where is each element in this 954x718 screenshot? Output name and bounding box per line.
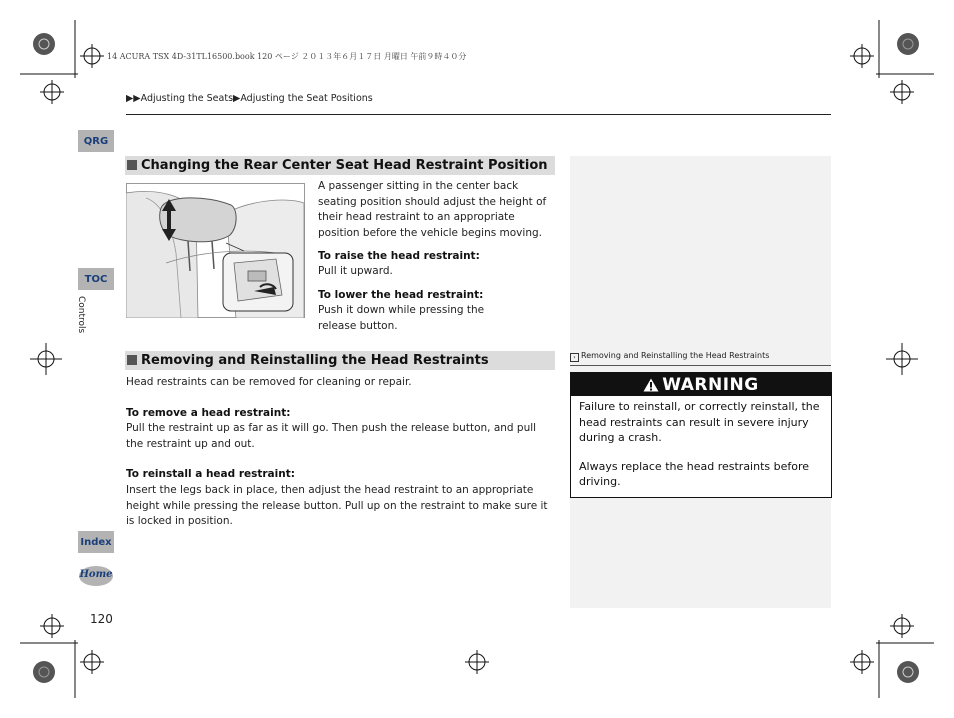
section-title: Removing and Reinstalling the Head Restraints	[141, 353, 489, 368]
page-number: 120	[90, 612, 113, 626]
qrg-button[interactable]	[78, 130, 114, 152]
warning-box	[570, 372, 832, 498]
section-side-label: Controls	[76, 296, 86, 334]
raise-text: Pull it upward.	[318, 265, 393, 277]
warning-triangle-icon	[643, 378, 659, 392]
warning-paragraph-1: Failure to reinstall, or correctly reinstall, the head restraints can result in severe injury during a crash.	[579, 400, 820, 444]
breadcrumb-separator: ▶	[233, 93, 241, 104]
section-square-icon	[127, 160, 137, 170]
section-heading-rear-center	[125, 156, 555, 175]
head-restraint-illustration	[126, 183, 305, 318]
breadcrumb-arrows: ▶▶	[126, 93, 141, 104]
home-button[interactable]	[78, 565, 114, 587]
note-ref-text: Removing and Reinstalling the Head Restraints	[581, 351, 770, 360]
reinstall-text: Insert the legs back in place, then adjust the head restraint to an appropriate height while pressing the release button. Pull up on the restraint to make sure it is locked in position.	[126, 484, 548, 527]
breadcrumb-link-seats[interactable]: Adjusting the Seats	[140, 93, 234, 104]
toc-button[interactable]	[78, 268, 114, 290]
section-square-icon	[127, 355, 137, 365]
breadcrumb-current: Adjusting the Seat Positions	[240, 93, 373, 104]
lower-label: To lower the head restraint:	[318, 289, 484, 301]
note-ref-icon: ›	[570, 353, 579, 362]
index-button[interactable]	[78, 531, 114, 553]
section1-intro: A passenger sitting in the center back seating position should adjust the height of their head restraint to an appropriate position before the vehicle begins moving.	[318, 180, 547, 239]
header-rule	[126, 114, 831, 115]
remove-label: To remove a head restraint:	[126, 407, 291, 419]
breadcrumb	[126, 93, 373, 104]
section-heading-remove-reinstall	[125, 351, 555, 370]
warning-title: WARNING	[662, 374, 759, 395]
printer-line: 14 ACURA TSX 4D-31TL16500.book 120 ページ ２０１３年６月１７日 月曜日 午前９時４０分	[107, 52, 467, 61]
lower-text: Push it down while pressing the release button.	[318, 304, 485, 332]
warning-paragraph-2: Always replace the head restraints before driving.	[579, 459, 810, 488]
index-label: Index	[80, 536, 112, 548]
remove-text: Pull the restraint up as far as it will go. Then push the release button, and pull the restraint up and out.	[126, 422, 537, 450]
qrg-label: QRG	[83, 135, 109, 147]
section-title: Changing the Rear Center Seat Head Restraint Position	[141, 158, 548, 173]
toc-label: TOC	[84, 273, 108, 285]
raise-label: To raise the head restraint:	[318, 250, 480, 262]
home-label: Home	[79, 569, 113, 580]
reinstall-label: To reinstall a head restraint:	[126, 468, 295, 480]
note-reference[interactable]	[570, 351, 831, 366]
warning-header	[571, 373, 831, 396]
section2-intro: Head restraints can be removed for cleaning or repair.	[126, 376, 412, 388]
